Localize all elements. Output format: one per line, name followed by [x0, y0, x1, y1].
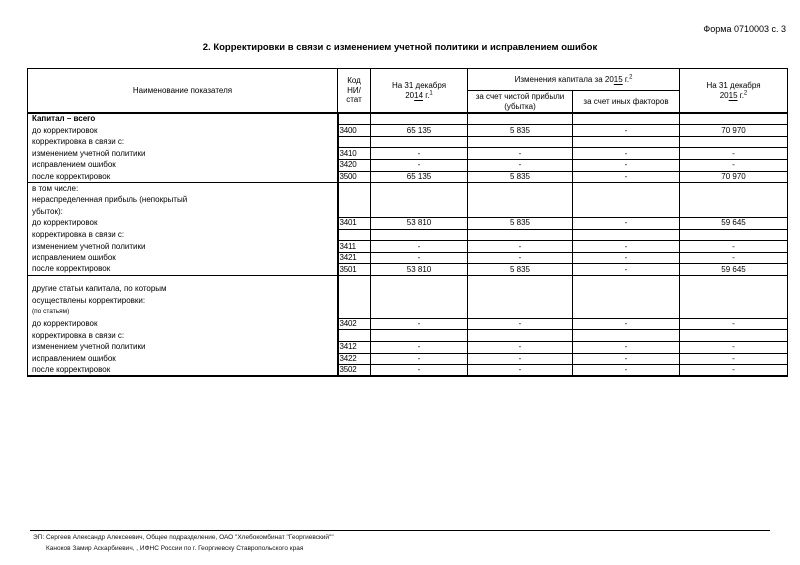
cell-value: 65 135 — [371, 171, 468, 183]
table-row — [28, 318, 788, 330]
table-row — [28, 136, 788, 148]
cell-value: - — [468, 241, 573, 253]
table-row — [28, 264, 788, 276]
cell-value: - — [573, 148, 680, 160]
header-capital-changes-group: Изменения капитала за 2015 г.$^2$ — [468, 69, 680, 91]
cell-value: - — [468, 353, 573, 365]
table-row — [28, 330, 788, 342]
row-label: другие статьи капитала, по которым — [32, 284, 167, 294]
cell-value: 70 970 — [680, 171, 788, 183]
cell-value: 59 645 — [680, 218, 788, 230]
row-label: изменением учетной политики — [32, 148, 146, 158]
row-code: 3412 — [338, 341, 371, 353]
cell-value: - — [468, 148, 573, 160]
table-row — [28, 241, 788, 253]
table-row — [28, 295, 788, 307]
footer-divider — [30, 530, 770, 531]
table-row — [28, 206, 788, 218]
cell-value: - — [371, 318, 468, 330]
cell-value: - — [573, 125, 680, 137]
row-label: исправлением ошибок — [32, 160, 116, 170]
row-label: изменением учетной политики — [32, 342, 146, 352]
row-label: исправлением ошибок — [32, 353, 116, 363]
table-row — [28, 171, 788, 183]
cell-value: - — [371, 353, 468, 365]
table-row — [28, 276, 788, 284]
cell-value: - — [680, 353, 788, 365]
cell-value: - — [573, 318, 680, 330]
header-net-profit: за счет чистой прибыли (убытка) — [468, 91, 573, 114]
table-row — [28, 353, 788, 365]
row-code: 3411 — [338, 241, 371, 253]
cell-value: - — [573, 365, 680, 377]
header-name: Наименование показателя — [28, 69, 338, 114]
cell-value: - — [371, 252, 468, 264]
cell-value: 53 810 — [371, 264, 468, 276]
header-dec-2014: На 31 декабря 2014 г.$^1$ — [371, 69, 468, 114]
table-row — [28, 113, 788, 125]
row-code: 3401 — [338, 218, 371, 230]
table-row — [28, 307, 788, 319]
cell-value: - — [680, 365, 788, 377]
cell-value: - — [680, 160, 788, 172]
cell-value: 5 835 — [468, 171, 573, 183]
form-number: Форма 0710003 с. 3 — [703, 24, 786, 34]
header-code: Код НИ/ стат — [338, 69, 371, 114]
cell-value: - — [468, 318, 573, 330]
row-label: до корректировок — [32, 319, 98, 329]
table-row — [28, 284, 788, 296]
row-label: Капитал – всего — [32, 114, 96, 124]
row-code: 3501 — [338, 264, 371, 276]
cell-value: - — [371, 148, 468, 160]
signature-line-1: ЭП: Сергеев Александр Алексеевич, Общее подразделение, ОАО "Хлебокомбинат "Георгиевский"" — [33, 534, 334, 541]
header-dec-2015: На 31 декабря 2015 г.$^2$ — [680, 69, 788, 114]
cell-value: 5 835 — [468, 218, 573, 230]
header-other-factors: за счет иных факторов — [573, 91, 680, 114]
cell-value: - — [573, 353, 680, 365]
cell-value: - — [371, 365, 468, 377]
cell-value: - — [468, 252, 573, 264]
cell-value: - — [680, 341, 788, 353]
table-row — [28, 252, 788, 264]
row-label: после корректировок — [32, 264, 111, 274]
cell-value: - — [573, 160, 680, 172]
row-label: корректировка в связи с: — [32, 330, 125, 340]
row-label: нераспределенная прибыль (непокрытый — [32, 195, 188, 205]
table-row — [28, 183, 788, 195]
cell-value: 70 970 — [680, 125, 788, 137]
row-label: в том числе: — [28, 183, 338, 195]
page-title: 2. Корректировки в связи с изменением учетной политики и исправлением ошибок — [202, 42, 598, 53]
cell-value: - — [371, 160, 468, 172]
row-label: (по статьям) — [32, 308, 70, 316]
row-code: 3420 — [338, 160, 371, 172]
cell-value: - — [371, 241, 468, 253]
row-code: 3502 — [338, 365, 371, 377]
cell-value: - — [468, 365, 573, 377]
row-code: 3400 — [338, 125, 371, 137]
row-label: после корректировок — [32, 171, 111, 181]
cell-value: 5 835 — [468, 125, 573, 137]
row-code: 3421 — [338, 252, 371, 264]
row-label: до корректировок — [32, 218, 98, 228]
cell-value: 5 835 — [468, 264, 573, 276]
cell-value: - — [573, 171, 680, 183]
cell-value: - — [680, 241, 788, 253]
row-label: осуществлены корректировки: — [32, 295, 146, 305]
table-header — [28, 69, 788, 114]
row-label: до корректировок — [32, 125, 98, 135]
table-row — [28, 218, 788, 230]
cell-value: - — [573, 241, 680, 253]
cell-value: - — [680, 252, 788, 264]
table-row — [28, 341, 788, 353]
row-code: 3422 — [338, 353, 371, 365]
cell-value: - — [680, 318, 788, 330]
table-row — [28, 365, 788, 377]
row-label: после корректировок — [32, 364, 111, 374]
cell-value: - — [573, 264, 680, 276]
cell-value: - — [573, 252, 680, 264]
row-code: 3410 — [338, 148, 371, 160]
table-row — [28, 148, 788, 160]
cell-value: - — [573, 218, 680, 230]
cell-value: - — [573, 341, 680, 353]
cell-value: - — [468, 341, 573, 353]
row-label: корректировка в связи с: — [32, 137, 125, 147]
table-row — [28, 194, 788, 206]
row-label: убыток): — [32, 206, 63, 216]
cell-value: - — [371, 341, 468, 353]
row-label: корректировка в связи с: — [32, 229, 125, 239]
row-label: исправлением ошибок — [32, 253, 116, 263]
cell-value: - — [680, 148, 788, 160]
cell-value: - — [468, 160, 573, 172]
signature-line-2: Каноков Замир Аскарбиевич, , ИФНС России по г. Георгиевску Ставропольского края — [46, 545, 304, 552]
cell-value: 65 135 — [371, 125, 468, 137]
row-code: 3500 — [338, 171, 371, 183]
report-table — [27, 68, 788, 377]
row-label: изменением учетной политики — [32, 241, 146, 251]
cell-value: 53 810 — [371, 218, 468, 230]
row-code: 3402 — [338, 318, 371, 330]
table-row — [28, 229, 788, 241]
table-row — [28, 160, 788, 172]
cell-value: 59 645 — [680, 264, 788, 276]
table-row — [28, 125, 788, 137]
